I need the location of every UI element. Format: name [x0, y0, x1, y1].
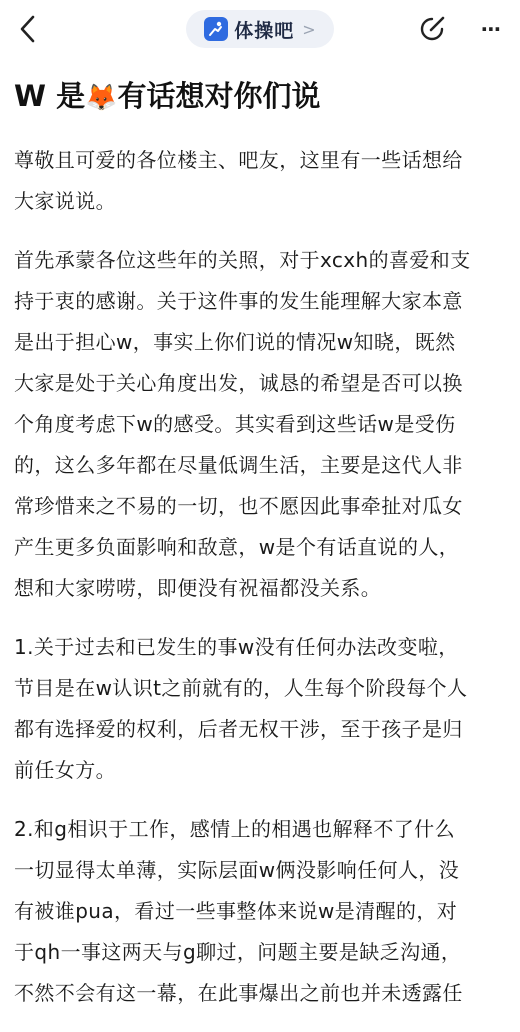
forum-name: 体操吧 [234, 19, 295, 42]
back-button[interactable] [12, 12, 44, 46]
paragraph-line: 前任女方。 [14, 758, 116, 782]
paragraph-line: 不然不会有这一幕，在此事爆出之前也并未透露任 [14, 981, 463, 1005]
chevron-right-icon: > [302, 19, 316, 39]
paragraph-line: 持于衷的感谢。关于这件事的发生能理解大家本意 [14, 289, 463, 313]
paragraph-line: 常珍惜来之不易的一切，也不愿因此事牵扯对瓜女 [14, 494, 463, 518]
post-title [14, 74, 510, 120]
paragraph-line: 1.关于过去和已发生的事w没有任何办法改变啦， [14, 635, 459, 659]
paragraph-line: 想和大家唠唠，即便没有祝福都没关系。 [14, 576, 382, 600]
chevron-left-icon [18, 14, 38, 44]
paragraph-4 [14, 809, 510, 1014]
paragraph-line: 个角度考虑下w的感受。其实看到这些话w是受伤 [14, 412, 456, 436]
paragraph-line: 2.和g相识于工作，感情上的相遇也解释不了什么 [14, 817, 455, 841]
edit-button[interactable] [415, 12, 449, 46]
paragraph-line: 产生更多负面影响和敌意，w是个有话直说的人， [14, 535, 460, 559]
paragraph-2 [14, 240, 510, 609]
post-body [14, 140, 510, 1032]
paragraph-3 [14, 627, 510, 791]
paragraph-line: 都有选择爱的权利，后者无权干涉，至于孩子是归 [14, 717, 463, 741]
more-button[interactable]: ⋯ [481, 17, 503, 41]
post-title-prefix: W 是 [14, 79, 86, 113]
forum-logo-icon [204, 17, 228, 41]
fox-emoji-icon: 🦊 [85, 83, 118, 113]
paragraph-line: 有被谁pua，看过一些事整体来说w是清醒的，对 [14, 899, 458, 923]
edit-icon [416, 13, 448, 45]
paragraph-line: 大家说说。 [14, 189, 116, 213]
paragraph-line: 尊敬且可爱的各位楼主、吧友，这里有一些话想给 [14, 148, 463, 172]
post-title-suffix: 有话想对你们说 [117, 79, 321, 113]
paragraph-line: 于qh一事这两天与g聊过，问题主要是缺乏沟通， [14, 940, 462, 964]
paragraph-line: 是出于担心w，事实上你们说的情况w知晓，既然 [14, 330, 456, 354]
paragraph-line: 的，这么多年都在尽量低调生活，主要是这代人非 [14, 453, 463, 477]
paragraph-line: 大家是处于关心角度出发，诚恳的希望是否可以换 [14, 371, 463, 395]
paragraph-line: 首先承蒙各位这些年的关照，对于xcxh的喜爱和支 [14, 248, 471, 272]
paragraph-1 [14, 140, 510, 222]
top-nav-bar [0, 0, 520, 58]
paragraph-line: 一切显得太单薄，实际层面w俩没影响任何人，没 [14, 858, 460, 882]
forum-pill[interactable] [186, 10, 334, 48]
paragraph-line: 节目是在w认识t之前就有的，人生每个阶段每个人 [14, 676, 468, 700]
